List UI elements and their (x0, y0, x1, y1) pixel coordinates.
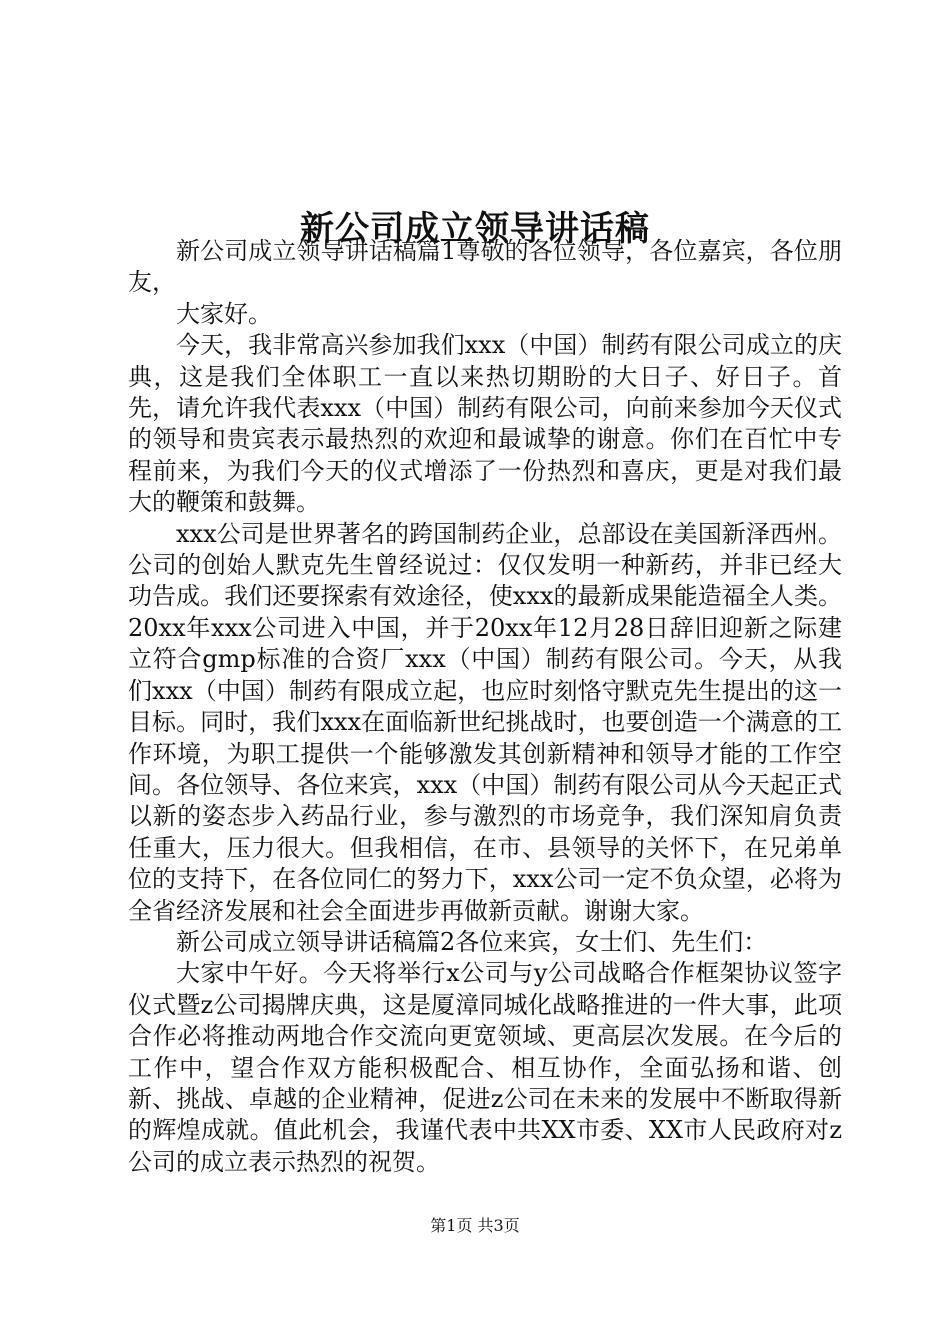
paragraph: 新公司成立领导讲话稿篇1尊敬的各位领导，各位嘉宾，各位朋友， (128, 237, 842, 297)
page-number-footer: 第1页 共3页 (430, 1216, 520, 1235)
page-title: 新公司成立领导讲话稿 (300, 208, 650, 249)
paragraph: xxx公司是世界著名的跨国制药企业，总部设在美国新泽西州。公司的创始人默克先生曾经说过：仅仅发明一种新药，并非已经大功告成。我们还要探索有效途径，使xxx的最新成果能造福全人类。20xx年xxx公司进入中国，并于20xx年12月28日辞旧迎新之际建立符合gmp标准的合资厂xxx（中国）制药有限公司。今天，从我们xxx（中国）制药有限成立起，也应时刻恪守默克先生提出的这一目标。同时，我们xxx在面临新世纪挑战时，也要创造一个满意的工作环境，为职工提供一个能够激发其创新精神和领导才能的工作空间。各位领导、各位来宾，xxx（中国）制药有限公司从今天起正式以新的姿态步入药品行业，参与激烈的市场竞争，我们深知肩负责任重大，压力很大。但我相信，在市、县领导的关怀下，在兄弟单位的支持下，在各位同仁的努力下，xxx公司一定不负众望，必将为全省经济发展和社会全面进步再做新贡献。谢谢大家。 (128, 519, 842, 925)
paragraph: 大家好。 (176, 299, 272, 328)
paragraph: 新公司成立领导讲话稿篇2各位来宾，女士们、先生们： (176, 927, 768, 956)
paragraph: 今天，我非常高兴参加我们xxx（中国）制药有限公司成立的庆典，这是我们全体职工一直以来热切期盼的大日子、好日子。首先，请允许我代表xxx（中国）制药有限公司，向前来参加今天仪式的领导和贵宾表示最热烈的欢迎和最诚挚的谢意。你们在百忙中专程前来，为我们今天的仪式增添了一份热烈和喜庆，更是对我们最大的鞭策和鼓舞。 (128, 331, 842, 517)
document-body (128, 236, 842, 1178)
paragraph: 大家中午好。今天将举行x公司与y公司战略合作框架协议签字仪式暨z公司揭牌庆典，这是厦漳同城化战略推进的一件大事，此项合作必将推动两地合作交流向更宽领域、更高层次发展。在今后的工作中，望合作双方能积极配合、相互协作，全面弘扬和谐、创新、挑战、卓越的企业精神，促进z公司在未来的发展中不断取得新的辉煌成就。值此机会，我谨代表中共XX市委、XX市人民政府对z公司的成立表示热烈的祝贺。 (128, 959, 842, 1176)
